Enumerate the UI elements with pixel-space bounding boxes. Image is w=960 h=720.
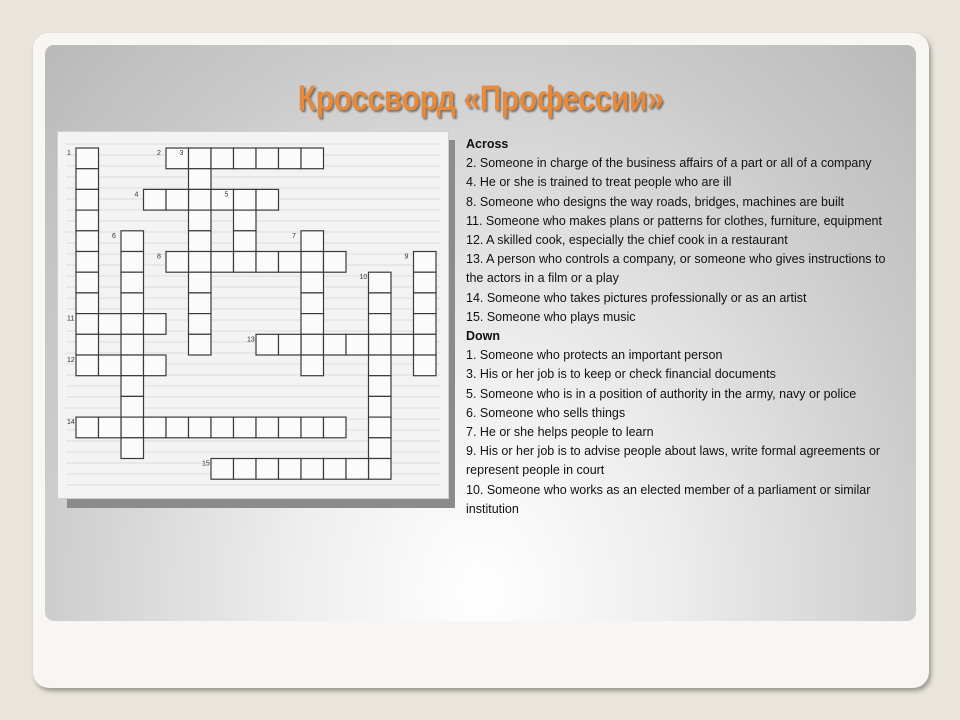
clue-number-8: 8 [157, 253, 161, 261]
clue-number-12: 12 [67, 357, 75, 364]
crossword-cell[interactable] [301, 293, 324, 314]
crossword-cell[interactable] [121, 396, 144, 417]
down-clue: 6. Someone who sells things [466, 405, 626, 420]
crossword-cell[interactable] [414, 355, 437, 376]
clue-number-6: 6 [112, 232, 116, 240]
crossword-cell[interactable] [144, 417, 167, 438]
crossword-cell[interactable] [144, 314, 167, 335]
clue-number-15: 15 [202, 460, 210, 468]
crossword-cell[interactable] [279, 459, 302, 480]
crossword-cell[interactable] [76, 334, 99, 355]
down-clue-list [466, 346, 906, 519]
crossword-cell[interactable] [121, 376, 144, 397]
down-clue: 3. His or her job is to keep or check financial documents [466, 367, 776, 382]
down-clue: 5. Someone who is in a position of authority in the army, navy or police [466, 386, 857, 401]
crossword-cell[interactable] [211, 148, 234, 169]
clues-panel [466, 135, 906, 519]
crossword-cell[interactable] [99, 417, 122, 438]
crossword-cell[interactable] [211, 459, 234, 480]
crossword-cell[interactable] [189, 314, 212, 335]
across-heading: Across [466, 137, 509, 151]
crossword-cell[interactable] [166, 252, 189, 273]
crossword-cell[interactable] [189, 148, 212, 169]
crossword-cell[interactable] [369, 355, 392, 376]
across-clue: 15. Someone who plays music [466, 309, 636, 324]
crossword-cell[interactable] [279, 417, 302, 438]
crossword-cell[interactable] [279, 334, 302, 355]
crossword-cell[interactable] [121, 417, 144, 438]
across-clue: 13. A person who controls a company, or someone who gives instructions to the actors in a film or a play [466, 252, 886, 286]
across-clue: 2. Someone in charge of the business affairs of a part or all of a company [466, 156, 872, 171]
crossword-cell[interactable] [324, 417, 347, 438]
crossword-cell[interactable] [189, 417, 212, 438]
crossword-cell[interactable] [234, 459, 257, 480]
crossword-cell[interactable] [301, 355, 324, 376]
slide-title: Кроссворд «Профессии» [297, 79, 664, 118]
down-clue: 7. He or she helps people to learn [466, 425, 654, 440]
crossword-cell[interactable] [121, 355, 144, 376]
down-clue: 9. His or her job is to advise people about laws, write formal agreements or represent people in court [466, 444, 881, 478]
crossword-cell[interactable] [369, 376, 392, 397]
clue-number-4: 4 [134, 191, 139, 199]
crossword-puzzle [57, 131, 449, 499]
crossword-cell[interactable] [189, 189, 212, 210]
crossword-cell[interactable] [414, 293, 437, 314]
crossword-cell[interactable] [346, 334, 369, 355]
clue-number-3: 3 [179, 150, 184, 157]
crossword-cell[interactable] [256, 459, 279, 480]
down-clue: 10. Someone who works as an elected member of a parliament or similar institution [466, 482, 871, 516]
crossword-cell[interactable] [211, 252, 234, 273]
crossword-cell[interactable] [166, 148, 189, 169]
crossword-cell[interactable] [76, 314, 99, 335]
crossword-cell[interactable] [76, 252, 99, 273]
crossword-cell[interactable] [189, 231, 212, 252]
crossword-cell[interactable] [369, 417, 392, 438]
crossword-cell[interactable] [211, 417, 234, 438]
crossword-cell[interactable] [121, 334, 144, 355]
crossword-cell[interactable] [369, 314, 392, 335]
across-clue: 11. Someone who makes plans or patterns for clothes, furniture, equipment [466, 213, 882, 228]
crossword-cell[interactable] [256, 417, 279, 438]
crossword-cell[interactable] [256, 252, 279, 273]
crossword-cell[interactable] [189, 252, 212, 273]
crossword-cell[interactable] [234, 210, 257, 231]
crossword-cell[interactable] [234, 148, 257, 169]
crossword-cell[interactable] [301, 272, 324, 293]
crossword-cell[interactable] [414, 272, 437, 293]
crossword-cell[interactable] [121, 314, 144, 335]
crossword-cell[interactable] [301, 231, 324, 252]
crossword-cell[interactable] [279, 252, 302, 273]
crossword-cell[interactable] [256, 148, 279, 169]
crossword-cell[interactable] [256, 189, 279, 210]
crossword-cell[interactable] [76, 417, 99, 438]
crossword-cell[interactable] [391, 334, 414, 355]
crossword-cell[interactable] [189, 210, 212, 231]
crossword-cell[interactable] [369, 396, 392, 417]
crossword-cell[interactable] [324, 459, 347, 480]
crossword-cell[interactable] [121, 231, 144, 252]
across-clue-list [466, 154, 906, 327]
crossword-cell[interactable] [301, 252, 324, 273]
crossword-cell[interactable] [256, 334, 279, 355]
crossword-cell[interactable] [144, 189, 167, 210]
crossword-cell[interactable] [369, 438, 392, 459]
crossword-cell[interactable] [76, 169, 99, 190]
clue-number-7: 7 [292, 232, 296, 240]
clue-number-1: 1 [67, 150, 71, 157]
crossword-cell[interactable] [301, 148, 324, 169]
crossword-cell[interactable] [211, 189, 234, 210]
crossword-cell[interactable] [76, 355, 99, 376]
crossword-cell[interactable] [189, 272, 212, 293]
crossword-cell[interactable] [301, 459, 324, 480]
down-heading: Down [466, 329, 501, 344]
crossword-cell[interactable] [76, 231, 99, 252]
crossword-cell[interactable] [166, 417, 189, 438]
crossword-grid [58, 132, 448, 498]
crossword-cell[interactable] [99, 355, 122, 376]
crossword-cell[interactable] [76, 210, 99, 231]
crossword-cell[interactable] [189, 334, 212, 355]
crossword-cell[interactable] [414, 314, 437, 335]
crossword-cell[interactable] [234, 231, 257, 252]
crossword-cell[interactable] [234, 252, 257, 273]
clue-number-11: 11 [67, 315, 75, 323]
crossword-cell[interactable] [346, 459, 369, 480]
crossword-cell[interactable] [121, 272, 144, 293]
across-clue: 12. A skilled cook, especially the chief cook in a restaurant [466, 233, 788, 248]
crossword-cell[interactable] [324, 252, 347, 273]
clue-number-10: 10 [359, 274, 368, 282]
crossword-cell[interactable] [166, 189, 189, 210]
clue-number-5: 5 [224, 191, 229, 199]
crossword-cell[interactable] [301, 417, 324, 438]
crossword-cell[interactable] [76, 189, 99, 210]
crossword-cell[interactable] [369, 293, 392, 314]
crossword-cell[interactable] [189, 169, 212, 190]
crossword-cell[interactable] [369, 272, 392, 293]
crossword-cell[interactable] [414, 252, 437, 273]
across-clue: 4. He or she is trained to treat people who are ill [466, 175, 732, 190]
crossword-cell[interactable] [76, 148, 99, 169]
clue-number-13: 13 [247, 336, 255, 344]
crossword-cell[interactable] [121, 252, 144, 273]
clue-number-2: 2 [157, 150, 161, 157]
crossword-cell[interactable] [76, 293, 99, 314]
crossword-cell[interactable] [279, 148, 302, 169]
crossword-cell[interactable] [414, 334, 437, 355]
crossword-cell[interactable] [99, 314, 122, 335]
crossword-cell[interactable] [144, 355, 167, 376]
crossword-cell[interactable] [76, 272, 99, 293]
crossword-cell[interactable] [301, 314, 324, 335]
crossword-cell[interactable] [121, 438, 144, 459]
crossword-cell[interactable] [234, 189, 257, 210]
across-clue: 14. Someone who takes pictures professionally or as an artist [466, 290, 807, 305]
crossword-cell[interactable] [369, 459, 392, 480]
across-clue: 8. Someone who designs the way roads, bridges, machines are built [466, 194, 844, 209]
clue-number-9: 9 [404, 253, 409, 261]
crossword-cell[interactable] [121, 293, 144, 314]
crossword-cell[interactable] [369, 334, 392, 355]
crossword-cell[interactable] [301, 334, 324, 355]
crossword-cell[interactable] [324, 334, 347, 355]
down-clue: 1. Someone who protects an important person [466, 348, 723, 363]
crossword-cell[interactable] [234, 417, 257, 438]
clue-number-14: 14 [67, 419, 75, 427]
crossword-cell[interactable] [189, 293, 212, 314]
